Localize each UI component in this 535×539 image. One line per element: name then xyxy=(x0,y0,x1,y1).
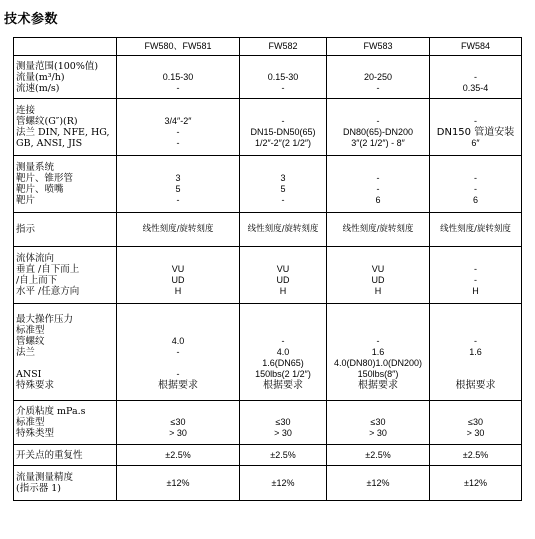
row-label xyxy=(14,401,117,445)
value-line: 150lbs(2 1/2″) xyxy=(255,368,311,379)
label-line xyxy=(16,358,114,369)
value-line: - xyxy=(281,195,285,205)
value-line: 根据要求 xyxy=(158,379,198,391)
value-line xyxy=(119,325,237,336)
connection-row xyxy=(14,99,522,156)
row-label xyxy=(14,466,117,501)
value-line: UD xyxy=(371,275,385,285)
flow-direction-row xyxy=(14,247,522,304)
value-line xyxy=(329,162,427,173)
label-line: 标准型 xyxy=(16,324,45,336)
row-label xyxy=(14,247,117,304)
viscosity-row xyxy=(14,401,522,445)
value-line: VU xyxy=(171,264,185,274)
value-line: 3″(2 1/2″) - 8″ xyxy=(351,138,405,148)
value-cell xyxy=(430,56,522,99)
value-line: ±12% xyxy=(464,477,487,488)
measuring-system-row xyxy=(14,156,522,213)
value-cell xyxy=(240,213,327,247)
value-line xyxy=(432,105,519,116)
row-label xyxy=(14,156,117,213)
header-row xyxy=(14,38,522,56)
value-line: - xyxy=(176,346,180,357)
value-line: 线性刻度/旋转刻度 xyxy=(142,224,214,234)
indication-row xyxy=(14,213,522,247)
measuring-range-row xyxy=(14,56,522,99)
value-line: DN80(65)-DN200 xyxy=(342,127,414,137)
label-line: 靶片、喷嘴 xyxy=(16,184,64,195)
value-line: ±2.5% xyxy=(462,449,489,460)
value-line xyxy=(119,61,237,72)
value-line xyxy=(119,406,237,417)
value-line: - xyxy=(176,195,180,205)
value-line: ≤30 xyxy=(370,417,386,427)
value-line: 1.6 xyxy=(371,346,385,357)
label-line: 标准型 xyxy=(16,417,45,428)
value-cell xyxy=(240,401,327,445)
value-cell xyxy=(327,156,430,213)
value-cell xyxy=(327,99,430,156)
value-line: - xyxy=(474,184,477,194)
max-pressure-row xyxy=(14,304,522,401)
model-header: FW582 xyxy=(240,38,327,56)
value-cell xyxy=(430,99,522,156)
value-cell xyxy=(240,466,327,501)
value-line xyxy=(242,314,324,325)
value-line: 根据要求 xyxy=(455,379,496,391)
value-line: - xyxy=(281,82,285,93)
value-line: 6 xyxy=(375,195,381,205)
value-cell xyxy=(117,213,240,247)
value-line: 根据要求 xyxy=(263,379,303,391)
value-line: ±12% xyxy=(366,477,390,488)
value-line: - xyxy=(376,116,380,126)
value-line: 线性刻度/旋转刻度 xyxy=(342,224,414,234)
value-line: UD xyxy=(276,275,290,285)
value-line: ±2.5% xyxy=(165,449,191,460)
accuracy-row xyxy=(14,466,522,501)
value-line: 5 xyxy=(175,184,181,194)
value-line xyxy=(329,253,427,264)
value-line: H xyxy=(374,286,382,296)
value-line: 根据要求 xyxy=(358,379,398,391)
row-label xyxy=(14,213,117,247)
value-line: 3/4″-2″ xyxy=(164,116,192,126)
value-line xyxy=(119,314,237,325)
value-cell xyxy=(240,247,327,304)
value-line xyxy=(432,162,519,173)
value-line: 20-250 xyxy=(363,71,393,82)
value-cell xyxy=(327,466,430,501)
value-line: - xyxy=(474,264,477,274)
value-cell xyxy=(240,99,327,156)
value-cell xyxy=(117,466,240,501)
value-line xyxy=(329,314,427,325)
value-line: > 30 xyxy=(169,428,187,438)
label-line: /自上而下 xyxy=(16,275,58,286)
value-line: 0.35-4 xyxy=(462,82,489,93)
value-line: 1.6(DN65) xyxy=(262,357,304,368)
value-line xyxy=(119,105,237,116)
value-line: - xyxy=(376,173,380,183)
label-line: GB, ANSI, JIS xyxy=(16,138,83,149)
label-line: 管螺纹(G″)(R) xyxy=(16,116,78,127)
value-line: > 30 xyxy=(274,428,292,438)
value-line: 1.6 xyxy=(469,346,482,357)
value-line: ±12% xyxy=(166,477,190,488)
value-line xyxy=(329,325,427,336)
value-line: - xyxy=(474,335,477,346)
value-line: 150lbs(8″) xyxy=(357,368,399,379)
value-line: H xyxy=(279,286,287,296)
value-cell xyxy=(327,247,430,304)
value-line xyxy=(119,253,237,264)
value-line: 0.15-30 xyxy=(267,71,299,82)
value-cell xyxy=(240,445,327,466)
value-line xyxy=(432,253,519,264)
header-blank xyxy=(14,38,117,56)
value-line xyxy=(119,358,237,369)
value-line xyxy=(329,105,427,116)
value-line xyxy=(242,253,324,264)
label-line: 介质粘度 mPa.s xyxy=(16,406,86,417)
row-label xyxy=(14,304,117,401)
value-cell xyxy=(117,401,240,445)
label-line: ANSI xyxy=(16,368,42,380)
value-line: - xyxy=(281,335,285,346)
value-line xyxy=(242,325,324,336)
label-line: 法兰 DIN, NFE, HG, xyxy=(16,127,110,138)
value-line: - xyxy=(176,82,180,93)
value-line xyxy=(432,406,519,417)
label-line: 管螺纹 xyxy=(16,335,45,347)
label-line: 流量(m³/h) xyxy=(16,71,65,83)
value-line: DN15-DN50(65) xyxy=(250,127,316,137)
value-cell xyxy=(430,213,522,247)
value-cell xyxy=(327,56,430,99)
value-line: 4.0 xyxy=(276,346,290,357)
value-line: 6″ xyxy=(471,138,480,148)
value-line: - xyxy=(376,184,380,194)
value-line: 4.0 xyxy=(171,335,185,346)
label-line: 流量测量精度 xyxy=(16,472,74,483)
value-cell xyxy=(117,56,240,99)
value-line: 线性刻度/旋转刻度 xyxy=(247,224,319,234)
value-line: - xyxy=(474,116,477,126)
model-header: FW584 xyxy=(430,38,522,56)
label-line: 水平 /任意方向 xyxy=(16,286,80,297)
value-line: ≤30 xyxy=(275,417,291,427)
spec-table xyxy=(13,37,522,501)
value-line: ≤30 xyxy=(170,417,186,427)
value-line: > 30 xyxy=(466,428,485,438)
label-line: 开关点的重复性 xyxy=(16,449,83,461)
value-line: - xyxy=(176,127,180,137)
label-line: 靶片 xyxy=(16,195,36,206)
value-line: 3 xyxy=(280,173,286,183)
label-line: 连接 xyxy=(16,105,36,116)
value-line: - xyxy=(376,82,380,93)
value-line xyxy=(329,61,427,72)
value-line: - xyxy=(474,71,477,82)
value-cell xyxy=(117,445,240,466)
label-line: (指示器 1) xyxy=(16,483,61,494)
value-cell xyxy=(117,247,240,304)
label-line: 特殊要求 xyxy=(16,379,55,391)
value-cell xyxy=(430,466,522,501)
value-line xyxy=(242,61,324,72)
section-title: 技术参数 xyxy=(4,12,59,27)
value-line: ≤30 xyxy=(468,417,483,427)
value-line: VU xyxy=(371,264,385,274)
value-line: 4.0(DN80)1.0(DN200) xyxy=(333,357,423,368)
value-line: - xyxy=(281,116,285,126)
value-line xyxy=(119,162,237,173)
row-label xyxy=(14,56,117,99)
value-line xyxy=(329,406,427,417)
label-line: 垂直 /自下而上 xyxy=(16,264,80,275)
value-cell xyxy=(430,304,522,401)
value-line xyxy=(242,406,324,417)
value-line xyxy=(432,325,519,336)
value-line xyxy=(432,61,519,72)
repeatability-row xyxy=(14,445,522,466)
value-line: ±2.5% xyxy=(270,449,296,460)
value-line: DN150 管道安装 xyxy=(436,127,515,138)
value-cell xyxy=(327,401,430,445)
value-line: 5 xyxy=(280,184,286,194)
value-cell xyxy=(117,156,240,213)
value-line: H xyxy=(472,286,479,296)
value-cell xyxy=(327,304,430,401)
value-line xyxy=(432,358,519,369)
label-line: 流体流向 xyxy=(16,253,55,264)
label-line: 测量范围(100%值) xyxy=(16,60,99,72)
value-line: ±2.5% xyxy=(365,449,391,460)
value-line: - xyxy=(376,335,380,346)
label-line: 最大操作压力 xyxy=(16,313,74,325)
value-line: 线性刻度/旋转刻度 xyxy=(440,224,511,234)
value-line: - xyxy=(176,368,180,379)
value-cell xyxy=(240,56,327,99)
value-line: - xyxy=(474,173,477,183)
value-line: 0.15-30 xyxy=(162,71,194,82)
value-cell xyxy=(240,304,327,401)
value-cell xyxy=(327,445,430,466)
value-cell xyxy=(430,445,522,466)
label-line: 法兰 xyxy=(16,346,36,358)
value-line: - xyxy=(474,275,477,285)
value-cell xyxy=(117,99,240,156)
value-line xyxy=(432,314,519,325)
value-cell xyxy=(117,304,240,401)
model-header: FW583 xyxy=(327,38,430,56)
value-line: 3 xyxy=(175,173,181,183)
value-line: > 30 xyxy=(369,428,387,438)
value-cell xyxy=(430,156,522,213)
value-line xyxy=(242,162,324,173)
label-line: 流速(m/s) xyxy=(16,82,60,94)
row-label xyxy=(14,99,117,156)
value-line: UD xyxy=(171,275,185,285)
value-line: ±12% xyxy=(271,477,295,488)
value-cell xyxy=(430,401,522,445)
value-line: 6 xyxy=(472,195,478,205)
value-line: VU xyxy=(276,264,290,274)
label-line: 靶片、锥形管 xyxy=(16,173,74,184)
value-cell xyxy=(327,213,430,247)
value-cell xyxy=(430,247,522,304)
label-line: 特殊类型 xyxy=(16,428,55,439)
value-line xyxy=(432,369,519,380)
model-header: FW580、FW581 xyxy=(117,38,240,56)
label-line: 测量系统 xyxy=(16,162,55,173)
value-line xyxy=(242,105,324,116)
value-line: H xyxy=(174,286,182,296)
value-line: 1/2″-2″(2 1/2″) xyxy=(254,138,312,148)
label-line: 指示 xyxy=(16,224,36,235)
value-cell xyxy=(240,156,327,213)
value-line: - xyxy=(176,138,180,148)
row-label xyxy=(14,445,117,466)
